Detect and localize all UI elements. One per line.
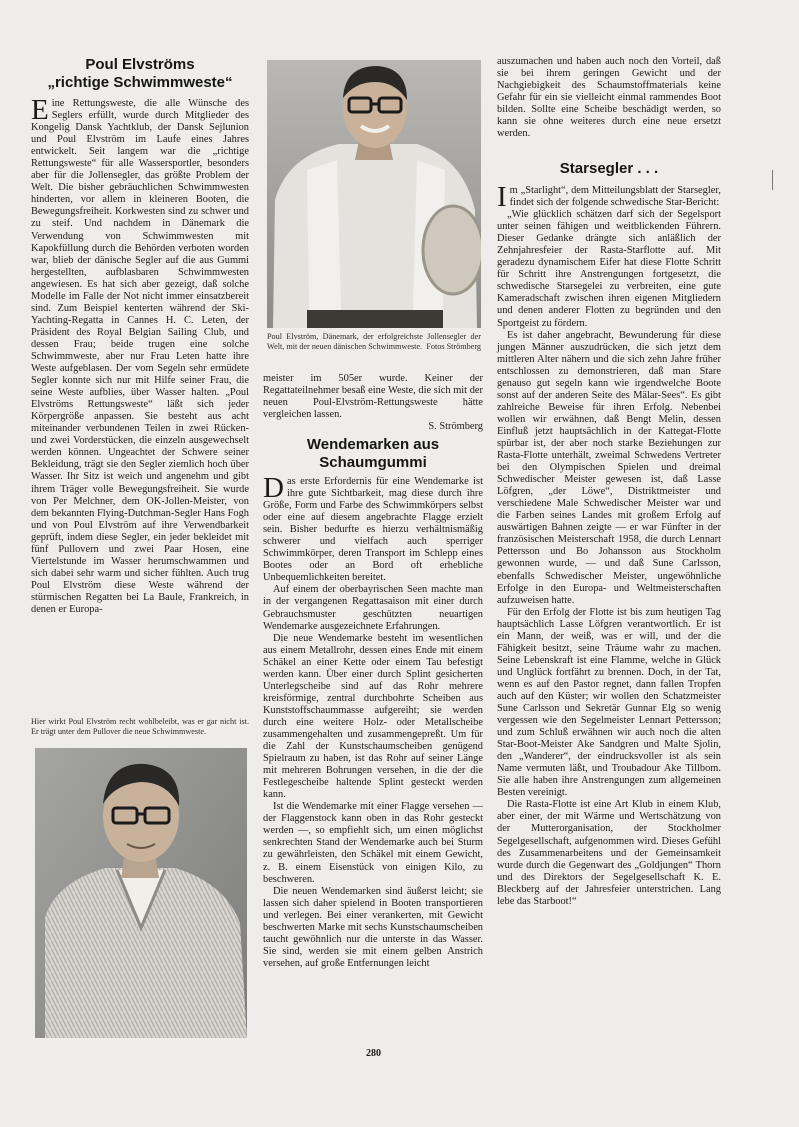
wendemarken-title-line1: Wendemarken aus [306,436,440,453]
wendemarken-paragraph-5: Die neuen Wendemarken sind äußerst leicht; sie lassen sich daher spielend in Booten transportieren und verlegen. Bei einer verankerten, mit Gewicht beschwerten Marke mit sechs Kunstschaumscheiben taucht gewöhnlich nur die unterste in das Wasser. Sie sind, werden sie mit einem gelben Anstrich versehen, auf große Entfernungen leicht [263,885,483,969]
elvstrom-title-line1: Poul Elvströms [85,56,195,73]
wendemarken-continuation [497,56,721,140]
starsegler-paragraph-5: Die Rasta-Flotte ist eine Art Klub in einem Klub, aber einer, der mit Wärme und Wertschätzung von der Mutterorganisation, der Stockholmer Segelgesellschaft, aufgenommen wird. Dieses Gefühl des Zusammenarbeitens und der Gemeinsamkeit wurde durch die Gegenwart des „Goldjungen“ Thorn und des Direktors der Segelgesellschaft K. E. Bleckberg auf der Jahresfeier unterstrichen. Lang lebe das Starboot!“ [497,799,721,907]
margin-mark [772,170,776,190]
photo-man-sweater [35,748,247,1038]
starsegler-paragraph-3: Es ist daher angebracht, Bewunderung für diese jungen Männer auszudrücken, die sich jetzt dem mittleren Alter nähern und die sich zehn Jahre früher entschlossen zu demonstrieren, daß man Stare genauso gut segeln kann wie irgendwelche Boote sonst auf der anderen Seite des Mälar-Sees“. Es gibt zahlreiche Beweise für ihren Erfolg. Nebenbei wollen wir erwähnen, daß Bengt Melin, dessen Einfluß jetzt hauptsächlich in der Kattegat-Flotte spürbar ist, der aber noch starke Beziehungen zur Rasta-Flotte unterhält, zweimal Schwedens Vertreter bei den Olympischen Spielen und dreimal Schwedischer Meister gewesen ist, daß Lasse Löfgren, „der Löwe“, Distriktmeister und verschiedene Male Schwedischer Meister war und die Farben seines Landes mit großem Erfolg auf auswärtigen Bahnen zeigte — er war Fünfter in der französischen Meisterschaft 1958, die durch Lennart Pettersson und Bo Johansson aus Stockholm gewonnen wurde, — und daß Sune Carlsson, ebenfalls Schwedischer Meister, ungewöhnliche Erfolge in den Europa- und Weltmeisterschaften aufzuweisen hatte. [497,329,721,606]
elvstrom-continuation [263,373,483,433]
wendemarken-title-line2: Schaumgummi [319,454,427,471]
starsegler-body [497,181,721,908]
starsegler-paragraph-4: Für den Erfolg der Flotte ist bis zum heutigen Tag hauptsächlich Lasse Löfgren verantwortlich. Er ist ein Mann, der weiß, was er will, und der die Fähigkeit besitzt, seine Träume wahr zu machen. Seine Lebenskraft ist eine Flamme, welche in Glück und Unglück fortfährt zu brennen. Doch, in der Tat, wenn es auf den Pastor regnet, dann fallen Tropfen auch auf den Küster; wir wollen den Schatzmeister Sune Carlsson und Sekretär Gunnar Elg so wenig vergessen wie den Segelmeister Lennart Pettersson; und zum Schluß erwähnen wir auch noch die alten Star-Boot-Meister Ake Sandgren und Malte Sjolin, den „Wanderer“, der eindrucksvoller ist als sein Name vermuten läßt, und Troubadour Ake Tillbom. Sie alle haben ihre Anstrengungen zum allgemeinen Besten vereinigt. [497,606,721,799]
photo-man-sweater-image [35,748,247,1038]
photo-credit: Fotos Strömberg [426,341,481,351]
wendemarken-body [263,472,483,970]
elvstrom-paragraph: ine Rettungsweste, die alle Wünsche des Seglers erfüllt, wurde durch Mitglieder des Kongelig Dansk Yachtklub, der Dansk Sejlunion und Poul Elvström im Laufe eines Jahres entwickelt. Seit langem war die „richtige Rettungsweste“ für alle Wassersportler, besonders aber für die Jollensegler, das größte Problem der Welt. Die bisher gebräuchlichen Schwimmwesten hinderten, vor allem in kleineren Booten, die Bewegungsfreiheit. Korkwesten sind zu schwer und zu steif. Und nachdem in Dänemark die Verwendung von Schwimmwesten mit Kapokfüllung durch die Behörden verboten worden war, blieb der dänische Segler auf die aus Gummi hergestellten, aufblasbaren Schwimmwesten angewiesen. Es hat sich aber gezeigt, daß solche Modelle im Falle der Not nicht immer einsatzbereit sind. Zum Beispiel kenterten während der Ski-Yachting-Regatta in Cannes H. C. Leten, der Präsident des Royal Belgian Sailing Club, und dessen Frau; beide trugen eine solche Schwimmweste, aber nur Frau Leten hatte ihre Weste aufgeblasen. Der vom Segeln sehr ermüdete Segler konnte sich nur mit Hilfe seiner Frau, die seine Weste aufblies, über Wasser halten. „Poul Elvströms Rettungsweste“ läßt sich jeder Körpergröße anpassen. Sie besteht aus acht miteinander verbundenen Teilen in zwei Rücken- und zwei Vorderstücken, die einzeln ausgewechselt werden können. Ungeachtet der Schwere seiner Bekleidung, trägt sie den Segler ziemlich hoch über Wasser. Ihr Sitz ist weich und angenehm und gibt ihrem Träger volle Bewegungsfreiheit. Sie wurde von Per Melchner, dem OK-Jollen-Meister, von dem bekannten Flying-Dutchman-Segler Hans Fogh und von Poul Elvström auf ihre Verwendbarkeit geprüft, indem diese Segler, ein jeder bekleidet mit fünf Pullovern und zwei Paar Hosen, eine Viertelstunde im Wasser herumschwammen und sich dabei sehr warm und sicher fühlten. Auch trug Poul Elvström diese Weste während der stürmischen Regatten bei La Baule, Frankreich, in denen er Europa- [31,98,249,615]
photo-caption-bottom: Hier wirkt Poul Elvström recht wohlbeleibt, was er gar nicht ist. Er trägt unter dem Pullover die neue Schwimmweste. [31,717,249,736]
page-number: 280 [366,1048,381,1059]
starsegler-dropcap: I [497,181,507,213]
starsegler-paragraph-1: m „Starlight“, dem Mitteilungsblatt der Starsegler, findet sich der folgende schwedische Star-Bericht: [509,185,721,209]
elvstrom-body [31,94,249,616]
wendemarken-title [263,436,483,472]
wendemarken-continuation-text: auszumachen und haben auch noch den Vorteil, daß sie bei ihrem geringen Gewicht und der Nachgiebigkeit des Schaumstoffmaterials keine Gefahr für ein sie vielleicht einmal rammendes Boot bilden. Sollte eine Scheibe beschädigt werden, so kann sie ohne weiteres durch eine neue ersetzt werden. [497,56,721,140]
wendemarken-paragraph-4: Ist die Wendemarke mit einer Flagge versehen — der Flaggenstock kann oben in das Rohr gesteckt werden —, so empfiehlt sich, um einen möglichst senkrechten Stand der Wendemarke auch bei Sturm zu gewährleisten, den Schäkel mit einem Gewicht, z. B. einem Eisenstück von einigen Kilo, zu beschweren. [263,801,483,885]
starsegler-title: Starsegler . . . [559,160,659,177]
elvstrom-signature: S. Strömberg [428,421,483,433]
wendemarken-paragraph-3: Die neue Wendemarke besteht im wesentlichen aus einem Metallrohr, dessen eines Ende mit einem Schäkel an einer Kette oder einem Tau befestigt werden kann. Über einer durch Splint gesicherten Unterlegscheibe sind auf das Rohr mehrere kreisförmige, zentral durchbohrte Scheiben aus Kunststoffschaummasse aufgereiht; sie werden durch eine weitere Holz- oder Metallscheibe zusammengehalten und zusammengepreßt. Um für die Zahl der Kunstschaumscheiben genügend Spielraum zu haben, ist das Rohr auf seiner Länge mit mehreren Bohrungen versehen, in die der die Festlegescheibe haltende Splint gesteckt werden kann. [263,632,483,801]
elvstrom-title-line2: „richtige Schwimmweste“ [47,74,233,91]
elvstrom-dropcap: E [31,94,49,126]
photo-caption-top-text: Poul Elvström, Dänemark, der erfolgreichste Jollensegler der Welt, mit der neuen dänischen Schwimmweste. [267,332,481,351]
photo-man-vest [267,60,481,328]
elvstrom-title [31,56,249,92]
photo-caption-top [267,332,481,351]
wendemarken-paragraph-2: Auf einem der oberbayrischen Seen machte man in der vergangenen Regattasaison mit einer durch Gebrauchsmuster geschützten neuartigen Wendemarke ausgezeichnete Erfahrungen. [263,584,483,632]
wendemarken-dropcap: D [263,472,284,504]
wendemarken-paragraph-1: as erste Erfordernis für eine Wendemarke ist ihre gute Sichtbarkeit, mag diese durch ihre Größe, Form und Farbe des Schwimmkörpers selbst oder eine auf diesem angebrachte Flagge erzielt sein. Bisher bedurfte es hierzu verhältnismäßig schwerer und vielfach auch sperriger Schwimmkörper, deren Transport im Schlepp eines Bootes oder an Bord oft erhebliche Unbequemlichkeiten bereitet. [263,476,483,584]
photo-man-vest-image [267,60,481,328]
elvstrom-continuation-text: meister im 505er wurde. Keiner der Regattateilnehmer besaß eine Weste, die sich mit der neuen Poul-Elvström-Rettungsweste hätte vergleichen lassen. [263,373,483,421]
starsegler-paragraph-2: „Wie glücklich schätzen darf sich der Segelsport unter seinen fähigen und weitblickenden Führern. Dieser Gedanke drängte sich anläßlich der Zehnjahresfeier der Rasta-Starflotte auf. Mit geradezu dynamischem Eifer hat diese Flotte Schritt für Schritt ihre Anstrengungen fortgesetzt, die schwedische Starsegelei zu verbreiten, eine gute Kameradschaft zwischen ihren eigenen Mitgliedern und denen anderer Flotten zu begründen und den Sportgeist zu fördern. [497,209,721,329]
